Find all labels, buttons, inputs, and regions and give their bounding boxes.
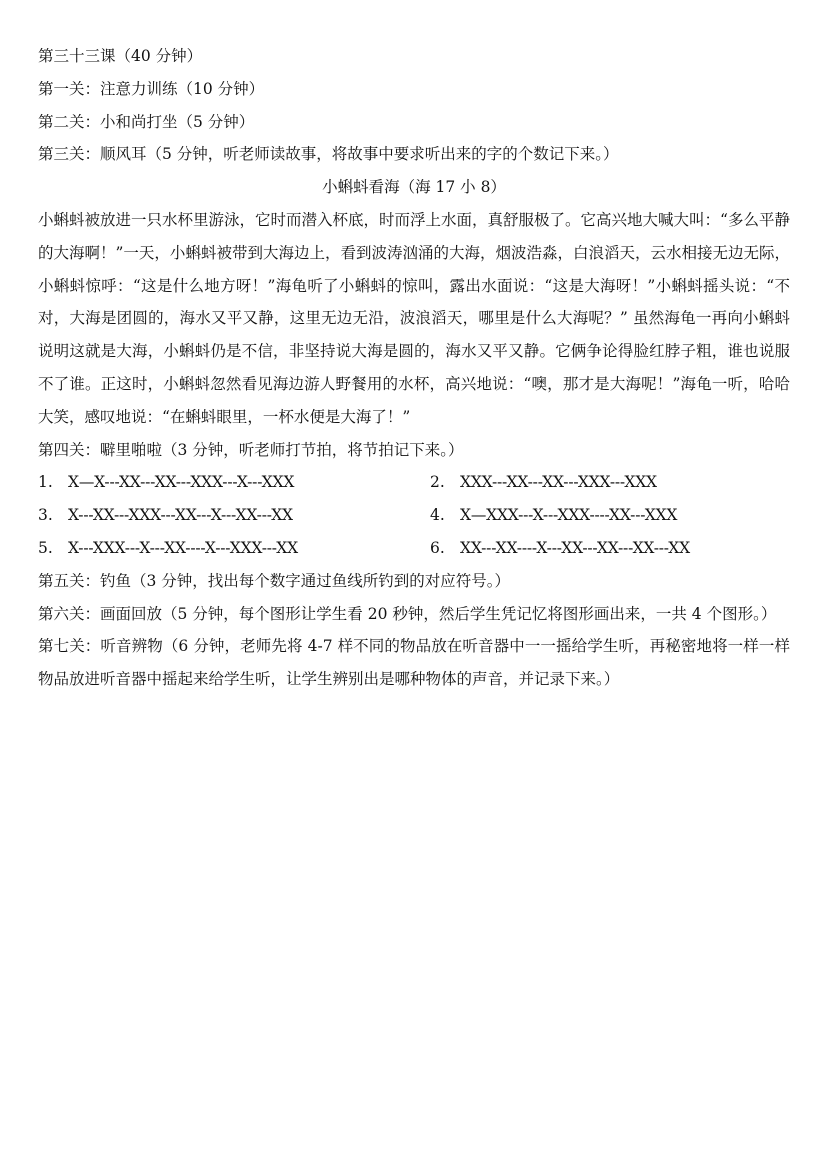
rhythm-pattern: X—XXX---X---XXX----XX---XXX: [460, 506, 678, 525]
rhythm-item: [38, 466, 430, 499]
rhythm-number: 1.: [38, 473, 53, 492]
rhythm-item: [430, 466, 657, 499]
rhythm-pattern: XX---XX----X---XX---XX---XX---XX: [460, 538, 690, 557]
story-title: 小蝌蚪看海（海 17 小 8）: [322, 178, 506, 197]
rhythm-number: 5.: [38, 538, 53, 557]
rhythm-item: [38, 532, 430, 565]
rhythm-pattern: XXX---XX---XX---XXX---XXX: [460, 473, 657, 492]
rhythm-pattern: X---XX---XXX---XX---X---XX---XX: [68, 506, 293, 525]
rhythm-row: [38, 466, 790, 499]
rhythm-item: [38, 499, 430, 532]
stage-2: 第二关：小和尚打坐（5 分钟）: [38, 112, 255, 131]
story-text: 小蝌蚪被放进一只水杯里游泳，它时而潜入杯底，时而浮上水面，真舒服极了。它高兴地大喊大叫：“多么平静的大海啊！”一天，小蝌蚪被带到大海边上，看到波涛汹涌的大海，烟波浩淼，白浪滔天，云水相接无边无际，小蝌蚪惊呼：“这是什么地方呀！”海龟听了小蝌蚪的惊叫，露出水面说：“这是大海呀！”小蝌蚪摇头说：“不对，大海是团圆的，海水又平又静，这里无边无沿，波浪滔天，哪里是什么大海呢？” 虽然海龟一再向小蝌蚪说明这就是大海，小蝌蚪仍是不信，非坚持说大海是圆的，海水又平又静。它俩争论得脸红脖子粗，谁也说服不了谁。正这时，小蝌蚪忽然看见海边游人野餐用的水杯，高兴地说：“噢，那才是大海呢！”海龟一听，哈哈大笑，感叹地说：“在蝌蚪眼里，一杯水便是大海了！”: [38, 210, 790, 426]
lesson-title: 第三十三课（40 分钟）: [38, 47, 203, 65]
rhythm-pattern: X—X---XX---XX---XXX---X---XXX: [68, 473, 295, 492]
rhythm-row: [38, 499, 790, 532]
rhythm-item: [430, 499, 677, 532]
rhythm-row: [38, 532, 790, 565]
document-page: [38, 40, 790, 696]
stage-4: 第四关：噼里啪啦（3 分钟，听老师打节拍，将节拍记下来。）: [38, 440, 464, 459]
rhythm-item: [430, 532, 690, 565]
stage-1: 第一关：注意力训练（10 分钟）: [38, 79, 265, 98]
rhythm-number: 6.: [430, 538, 445, 557]
stage-5: 第五关：钓鱼（3 分钟，找出每个数字通过鱼线所钓到的对应符号。）: [38, 571, 511, 590]
rhythm-number: 3.: [38, 506, 53, 525]
rhythm-pattern: X---XXX---X---XX----X---XXX---XX: [68, 538, 298, 557]
stage-3: 第三关：顺风耳（5 分钟，听老师读故事，将故事中要求听出来的字的个数记下来。）: [38, 145, 619, 164]
stage-7: 第七关：听音辨物（6 分钟，老师先将 4-7 样不同的物品放在听音器中一一摇给学生听，再秘密地将一样一样物品放进听音器中摇起来给学生听，让学生辨别出是哪种物体的声音，并记录下来。）: [38, 637, 790, 689]
rhythm-number: 4.: [430, 506, 445, 525]
stage-6: 第六关：画面回放（5 分钟，每个图形让学生看 20 秒钟，然后学生凭记忆将图形画出来，一共 4 个图形。）: [38, 604, 777, 623]
rhythm-number: 2.: [430, 473, 445, 492]
